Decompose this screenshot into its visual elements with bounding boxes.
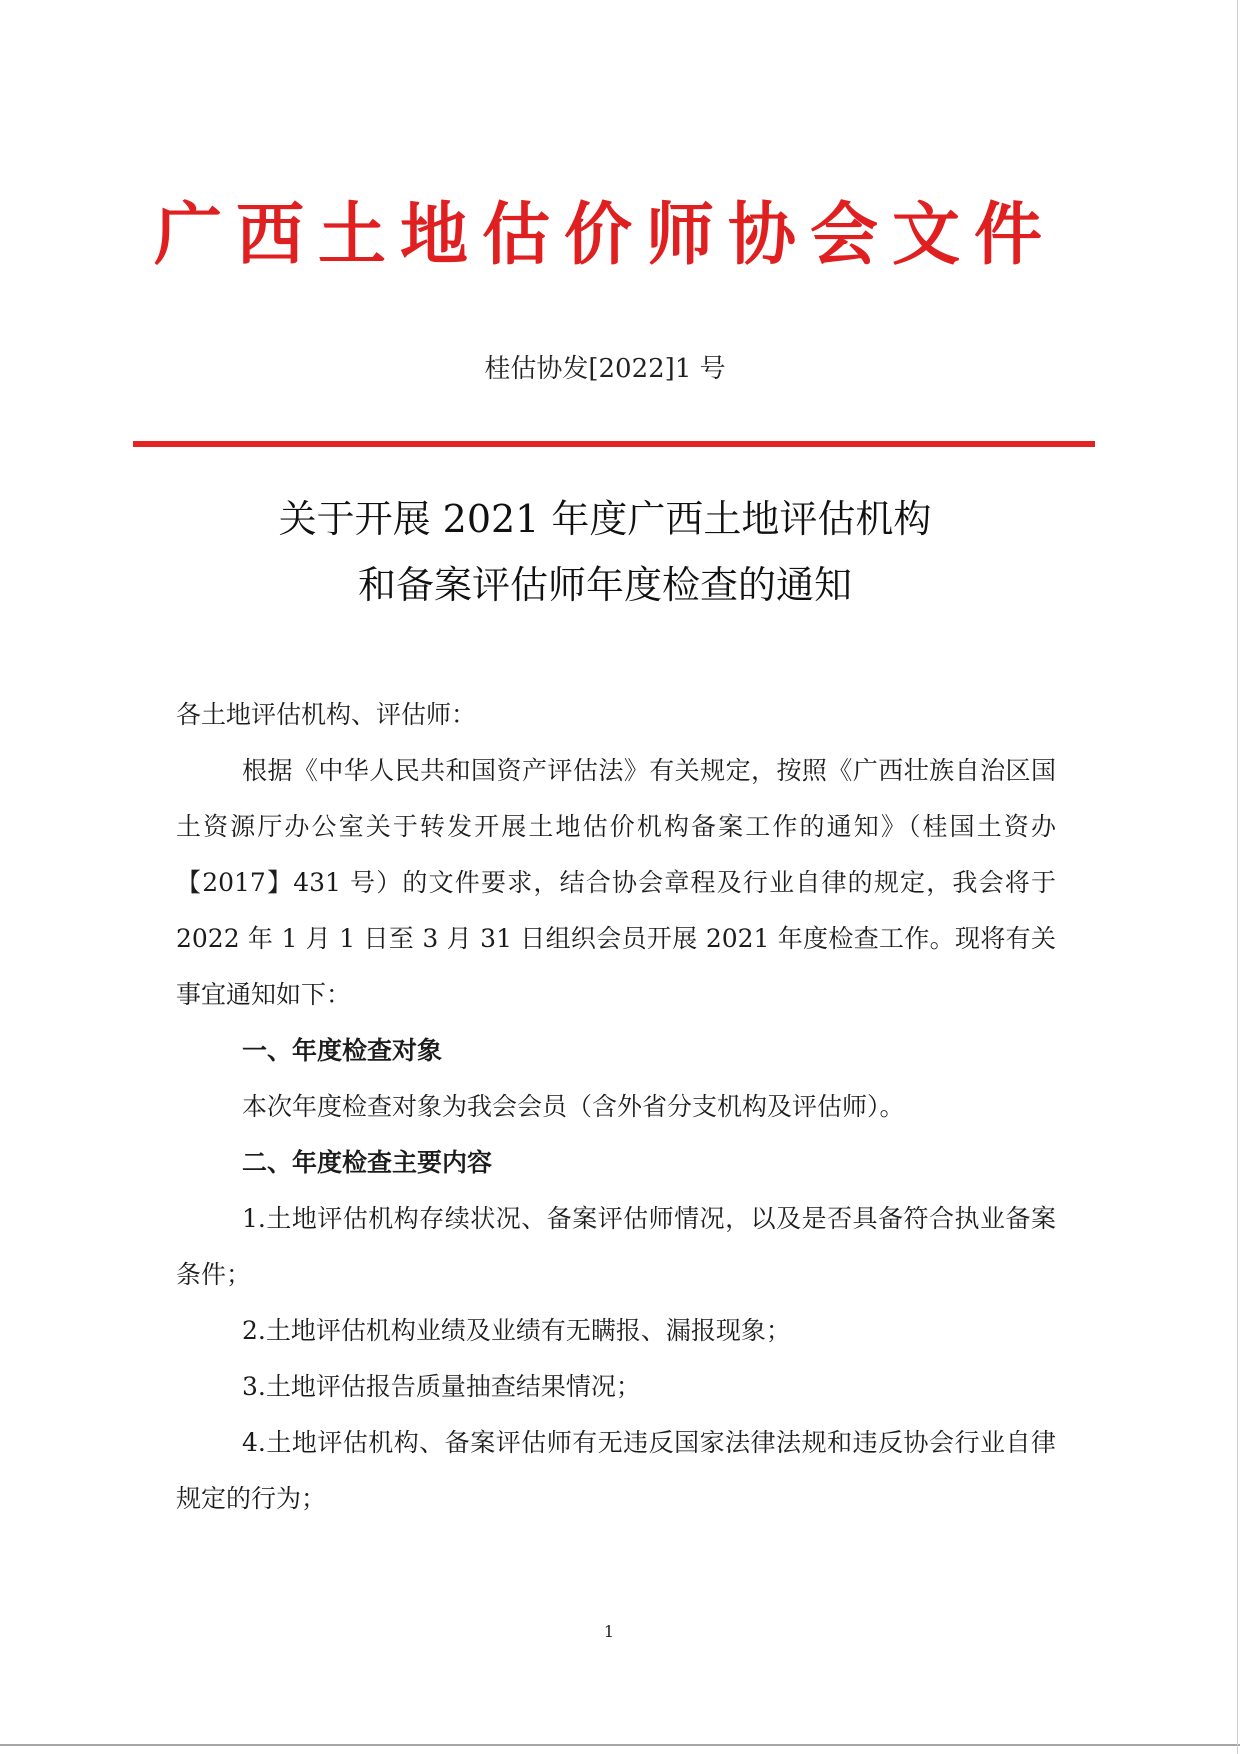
section-heading-1: 一、年度检查对象 — [242, 1036, 443, 1065]
salutation: 各土地评估机构、评估师： — [176, 700, 477, 729]
document-number: 桂估协发[2022]1 号 — [484, 354, 726, 384]
document-title-line-1: 关于开展 2021 年度广西土地评估机构 — [278, 497, 932, 541]
header-red-rule — [133, 441, 1095, 447]
scan-right-edge — [1237, 0, 1238, 1754]
org-header-title: 广西土地估价师协会文件 — [153, 195, 1056, 275]
document-title-line-2: 和备案评估师年度检查的通知 — [357, 563, 852, 607]
document-body — [176, 687, 1056, 1527]
section-1-text: 本次年度检查对象为我会会员（含外省分支机构及评估师）。 — [242, 1092, 905, 1121]
document-title — [150, 486, 1060, 618]
scan-bottom-edge — [0, 1744, 1240, 1746]
list-item: 3.土地评估报告质量抽查结果情况； — [242, 1372, 641, 1401]
list-item: 4.土地评估机构、备案评估师有无违反国家法律法规和违反协会行业自律规定的行为； — [176, 1428, 1056, 1513]
intro-paragraph: 根据《中华人民共和国资产评估法》有关规定，按照《广西壮族自治区国土资源厅办公室关于转发开展土地估价机构备案工作的通知》（桂国土资办【2017】431 号）的文件要求，结合协会章程及行业自律的规定，我会将于 2022 年 1 月 1 日至 3 月 31 日组织会员开展 2021 年度检查工作。现将有关事宜通知如下： — [176, 756, 1056, 1009]
list-item: 1.土地评估机构存续状况、备案评估师情况，以及是否具备符合执业备案条件； — [176, 1204, 1056, 1289]
page-number: 1 — [603, 1622, 615, 1641]
section-heading-2: 二、年度检查主要内容 — [242, 1148, 493, 1177]
list-item: 2.土地评估机构业绩及业绩有无瞒报、漏报现象； — [242, 1316, 791, 1345]
